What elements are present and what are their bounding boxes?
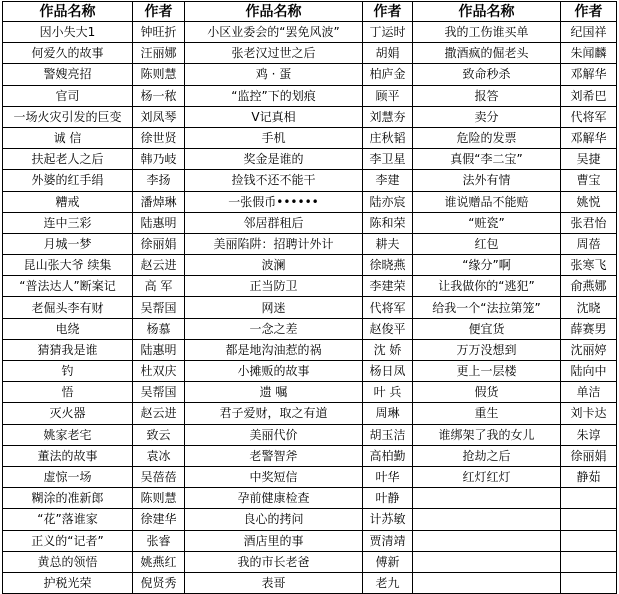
work-title-cell: 更上一层楼 (413, 361, 561, 382)
author-cell: 叶华 (363, 466, 413, 487)
table-row (3, 276, 617, 297)
author-cell (561, 509, 617, 530)
table-row (3, 424, 617, 445)
author-cell: 纪国祥 (561, 22, 617, 43)
table-row (3, 530, 617, 551)
work-title-cell: 手机 (185, 127, 363, 148)
table-row (3, 445, 617, 466)
author-cell: 沈丽婷 (561, 339, 617, 360)
work-title-cell: 假货 (413, 382, 561, 403)
work-title-cell: 君子爱财，取之有道 (185, 403, 363, 424)
header-row (3, 2, 617, 22)
author-cell: 徐世贤 (133, 127, 185, 148)
author-cell: 杨一秾 (133, 85, 185, 106)
work-title-cell: 让我做你的“逃犯” (413, 276, 561, 297)
author-cell: 代将军 (363, 297, 413, 318)
author-cell: 刘慧夯 (363, 106, 413, 127)
work-title-cell: 灭火器 (3, 403, 133, 424)
work-title-cell: 小摊贩的故事 (185, 361, 363, 382)
author-cell: 吴帮国 (133, 382, 185, 403)
work-title-cell: 捡钱不还不能干 (185, 170, 363, 191)
work-title-cell (413, 509, 561, 530)
work-title-cell: 酒店里的事 (185, 530, 363, 551)
table-row (3, 551, 617, 572)
author-cell: 薛赛男 (561, 318, 617, 339)
work-title-cell: 一场火灾引发的巨变 (3, 106, 133, 127)
author-cell: 贾清靖 (363, 530, 413, 551)
work-title-cell: 波澜 (185, 255, 363, 276)
author-cell: 刘凤琴 (133, 106, 185, 127)
author-cell: 胡玉洁 (363, 424, 413, 445)
author-cell: 刘希巴 (561, 85, 617, 106)
author-cell: 潘焯琳 (133, 191, 185, 212)
author-cell: 庄秋韬 (363, 127, 413, 148)
table-row (3, 382, 617, 403)
author-cell: 张寒飞 (561, 255, 617, 276)
work-title-cell: 警嫂亮招 (3, 64, 133, 85)
author-cell: 耕夫 (363, 233, 413, 254)
work-title-cell: 邻居群租后 (185, 212, 363, 233)
works-sheet (2, 1, 617, 594)
work-title-cell (413, 572, 561, 593)
author-cell: 陈和荣 (363, 212, 413, 233)
table-row (3, 149, 617, 170)
work-title-cell: 正当防卫 (185, 276, 363, 297)
author-cell: 赵云进 (133, 403, 185, 424)
author-cell: 陆惠明 (133, 212, 185, 233)
column-header-author: 作者 (363, 2, 413, 22)
author-cell: 姚燕红 (133, 551, 185, 572)
work-title-cell: 表哥 (185, 572, 363, 593)
work-title-cell: “监控”下的划痕 (185, 85, 363, 106)
work-title-cell: 官司 (3, 85, 133, 106)
author-cell: 陆向中 (561, 361, 617, 382)
table-row (3, 572, 617, 593)
author-cell (561, 551, 617, 572)
work-title-cell: 孕前健康检查 (185, 488, 363, 509)
author-cell: 代将军 (561, 106, 617, 127)
author-cell: 李卫星 (363, 149, 413, 170)
work-title-cell: 美丽代价 (185, 424, 363, 445)
author-cell: 刘卡达 (561, 403, 617, 424)
author-cell: 柏庐金 (363, 64, 413, 85)
work-title-cell: 月城一梦 (3, 233, 133, 254)
work-title-cell: 谁说赠品不能赔 (413, 191, 561, 212)
work-title-cell: 给我一个“法拉第笼” (413, 297, 561, 318)
work-title-cell: 黄总的领悟 (3, 551, 133, 572)
table-row (3, 339, 617, 360)
work-title-cell (413, 488, 561, 509)
author-cell: 陈则慧 (133, 64, 185, 85)
work-title-cell: 遗 嘱 (185, 382, 363, 403)
author-cell: 杜双庆 (133, 361, 185, 382)
table-row (3, 488, 617, 509)
author-cell: 张君怡 (561, 212, 617, 233)
author-cell: 周琳 (363, 403, 413, 424)
author-cell: 顾平 (363, 85, 413, 106)
author-cell: 单洁 (561, 382, 617, 403)
table-body (3, 22, 617, 594)
work-title-cell: 护税光荣 (3, 572, 133, 593)
work-title-cell: 万万没想到 (413, 339, 561, 360)
work-title-cell: 糟戒 (3, 191, 133, 212)
author-cell: 邓解华 (561, 64, 617, 85)
author-cell: 沈晓 (561, 297, 617, 318)
work-title-cell: 虚惊一场 (3, 466, 133, 487)
author-cell: 曹宝 (561, 170, 617, 191)
work-title-cell: 糊涂的准新郎 (3, 488, 133, 509)
author-cell (561, 488, 617, 509)
work-title-cell: 小区业委会的“罢免风波” (185, 22, 363, 43)
column-header-title: 作品名称 (185, 2, 363, 22)
table-row (3, 170, 617, 191)
work-title-cell: 真假“李二宝” (413, 149, 561, 170)
author-cell: 徐丽娟 (133, 233, 185, 254)
author-cell: 李建 (363, 170, 413, 191)
author-cell: 陆惠明 (133, 339, 185, 360)
author-cell: 高 军 (133, 276, 185, 297)
work-title-cell: 鸡 · 蛋 (185, 64, 363, 85)
work-title-cell: 老倔头李有财 (3, 297, 133, 318)
author-cell: 袁冰 (133, 445, 185, 466)
table-row (3, 22, 617, 43)
table-row (3, 191, 617, 212)
column-header-title: 作品名称 (3, 2, 133, 22)
table-row (3, 127, 617, 148)
work-title-cell: 危险的发票 (413, 127, 561, 148)
work-title-cell: 撒酒疯的倔老头 (413, 43, 561, 64)
author-cell: 叶静 (363, 488, 413, 509)
work-title-cell: 何爱久的故事 (3, 43, 133, 64)
work-title-cell: 致命秒杀 (413, 64, 561, 85)
author-cell: 徐建华 (133, 509, 185, 530)
author-cell: 静茹 (561, 466, 617, 487)
author-cell: 叶 兵 (363, 382, 413, 403)
table-row (3, 466, 617, 487)
author-cell: 高柏勤 (363, 445, 413, 466)
work-title-cell: “缘分”啊 (413, 255, 561, 276)
work-title-cell: 昆山张大爷 续集 (3, 255, 133, 276)
author-cell: 周蓓 (561, 233, 617, 254)
author-cell: 倪贤秀 (133, 572, 185, 593)
work-title-cell: 诚 信 (3, 127, 133, 148)
author-cell: 胡娟 (363, 43, 413, 64)
work-title-cell: 抢劫之后 (413, 445, 561, 466)
work-title-cell: 猜猜我是谁 (3, 339, 133, 360)
author-cell: 陆亦宸 (363, 191, 413, 212)
work-title-cell: 红灯红灯 (413, 466, 561, 487)
column-header-author: 作者 (133, 2, 185, 22)
table-row (3, 297, 617, 318)
work-title-cell: 我的市长老爸 (185, 551, 363, 572)
author-cell: 计苏敏 (363, 509, 413, 530)
table-row (3, 318, 617, 339)
works-table (2, 1, 617, 594)
work-title-cell (413, 551, 561, 572)
work-title-cell: 美丽陷阱：招聘计外计 (185, 233, 363, 254)
author-cell (561, 530, 617, 551)
work-title-cell: 卖分 (413, 106, 561, 127)
work-title-cell: 一张假币•••••• (185, 191, 363, 212)
author-cell: 老九 (363, 572, 413, 593)
work-title-cell: 老警智斧 (185, 445, 363, 466)
table-row (3, 212, 617, 233)
table-row (3, 403, 617, 424)
work-title-cell: 外婆的红手绢 (3, 170, 133, 191)
author-cell: 李扬 (133, 170, 185, 191)
table-row (3, 233, 617, 254)
table-row (3, 361, 617, 382)
work-title-cell: 奖金是谁的 (185, 149, 363, 170)
author-cell: 傅新 (363, 551, 413, 572)
work-title-cell: 良心的拷问 (185, 509, 363, 530)
work-title-cell: 法外有情 (413, 170, 561, 191)
author-cell: 姚悦 (561, 191, 617, 212)
author-cell: 吴捷 (561, 149, 617, 170)
work-title-cell: 扶起老人之后 (3, 149, 133, 170)
author-cell: 李建荣 (363, 276, 413, 297)
table-row (3, 509, 617, 530)
work-title-cell: 正义的“记者” (3, 530, 133, 551)
table-row (3, 106, 617, 127)
author-cell: 张睿 (133, 530, 185, 551)
author-cell: 汪丽娜 (133, 43, 185, 64)
author-cell: 吴蓓蓓 (133, 466, 185, 487)
work-title-cell: “普法达人”断案记 (3, 276, 133, 297)
work-title-cell: “花”落谁家 (3, 509, 133, 530)
author-cell: 杨慕 (133, 318, 185, 339)
author-cell: 朱谆 (561, 424, 617, 445)
author-cell: 钟旺折 (133, 22, 185, 43)
work-title-cell: 钓 (3, 361, 133, 382)
author-cell: 邓解华 (561, 127, 617, 148)
author-cell: 致云 (133, 424, 185, 445)
work-title-cell (413, 530, 561, 551)
work-title-cell: 网迷 (185, 297, 363, 318)
column-header-title: 作品名称 (413, 2, 561, 22)
work-title-cell: 电绕 (3, 318, 133, 339)
author-cell: 杨日凤 (363, 361, 413, 382)
work-title-cell: 红包 (413, 233, 561, 254)
work-title-cell: 姚家老宅 (3, 424, 133, 445)
table-row (3, 43, 617, 64)
work-title-cell: 都是地沟油惹的祸 (185, 339, 363, 360)
work-title-cell: 张老汉过世之后 (185, 43, 363, 64)
author-cell: 徐丽娟 (561, 445, 617, 466)
author-cell: 吴帮国 (133, 297, 185, 318)
author-cell: 沈 娇 (363, 339, 413, 360)
author-cell: 韩乃岐 (133, 149, 185, 170)
work-title-cell: V记真相 (185, 106, 363, 127)
work-title-cell: 中奖短信 (185, 466, 363, 487)
table-row (3, 64, 617, 85)
author-cell: 丁运时 (363, 22, 413, 43)
author-cell: 徐晓燕 (363, 255, 413, 276)
work-title-cell: 连中三彩 (3, 212, 133, 233)
work-title-cell: 便宜货 (413, 318, 561, 339)
work-title-cell: 悟 (3, 382, 133, 403)
work-title-cell: 因小失大1 (3, 22, 133, 43)
work-title-cell: 重生 (413, 403, 561, 424)
author-cell: 俞燕娜 (561, 276, 617, 297)
table-row (3, 85, 617, 106)
work-title-cell: 谁绑架了我的女儿 (413, 424, 561, 445)
author-cell: 陈则慧 (133, 488, 185, 509)
work-title-cell: 我的工伤谁买单 (413, 22, 561, 43)
author-cell: 朱闻麟 (561, 43, 617, 64)
work-title-cell: “赃瓷” (413, 212, 561, 233)
column-header-author: 作者 (561, 2, 617, 22)
author-cell: 赵云进 (133, 255, 185, 276)
table-row (3, 255, 617, 276)
author-cell: 赵俊平 (363, 318, 413, 339)
work-title-cell: 董法的故事 (3, 445, 133, 466)
work-title-cell: 报答 (413, 85, 561, 106)
author-cell (561, 572, 617, 593)
table-header (3, 2, 617, 22)
work-title-cell: 一念之差 (185, 318, 363, 339)
